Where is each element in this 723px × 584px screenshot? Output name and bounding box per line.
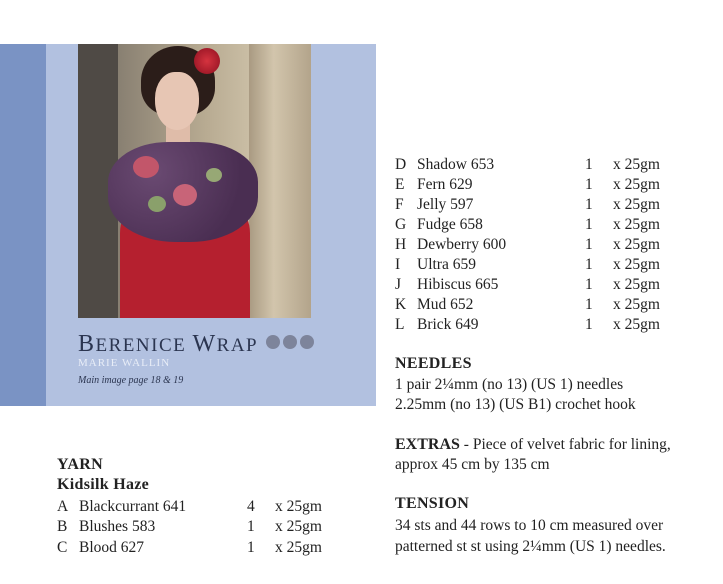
tension-line: patterned st st using 2¼mm (US 1) needles. <box>395 538 666 555</box>
rating-dot <box>283 335 297 349</box>
model-photo <box>78 44 311 318</box>
yarn-row: J Hibiscus 665 1 x 25gm <box>395 276 660 293</box>
yarn-row: A Blackcurrant 641 4 x 25gm <box>57 498 322 515</box>
yarn-row: D Shadow 653 1 x 25gm <box>395 156 660 173</box>
tension-line: 34 sts and 44 rows to 10 cm measured over <box>395 517 664 534</box>
side-stripe <box>0 44 46 406</box>
pattern-title: BERENICE WRAP <box>78 331 259 357</box>
yarn-row: H Dewberry 600 1 x 25gm <box>395 236 660 253</box>
extras-heading: EXTRAS <box>395 436 460 453</box>
rating-dot <box>266 335 280 349</box>
yarn-row: C Blood 627 1 x 25gm <box>57 539 322 556</box>
yarn-heading: YARN <box>57 456 103 473</box>
extras-line: EXTRAS - Piece of velvet fabric for lining, <box>395 436 671 453</box>
rating-dot <box>300 335 314 349</box>
yarn-name: Kidsilk Haze <box>57 476 150 493</box>
yarn-row: G Fudge 658 1 x 25gm <box>395 216 660 233</box>
extras-line: approx 45 cm by 135 cm <box>395 456 550 473</box>
yarn-row: E Fern 629 1 x 25gm <box>395 176 660 193</box>
page-reference: Main image page 18 & 19 <box>78 375 184 386</box>
yarn-row: K Mud 652 1 x 25gm <box>395 296 660 313</box>
designer-name: MARIE WALLIN <box>78 357 171 369</box>
needles-line: 1 pair 2¼mm (no 13) (US 1) needles <box>395 376 624 393</box>
needles-line: 2.25mm (no 13) (US B1) crochet hook <box>395 396 636 413</box>
yarn-row: L Brick 649 1 x 25gm <box>395 316 660 333</box>
yarn-row: I Ultra 659 1 x 25gm <box>395 256 660 273</box>
rating-dots <box>266 335 314 349</box>
yarn-row: F Jelly 597 1 x 25gm <box>395 196 660 213</box>
tension-heading: TENSION <box>395 495 470 512</box>
needles-heading: NEEDLES <box>395 355 472 372</box>
yarn-row: B Blushes 583 1 x 25gm <box>57 518 322 535</box>
